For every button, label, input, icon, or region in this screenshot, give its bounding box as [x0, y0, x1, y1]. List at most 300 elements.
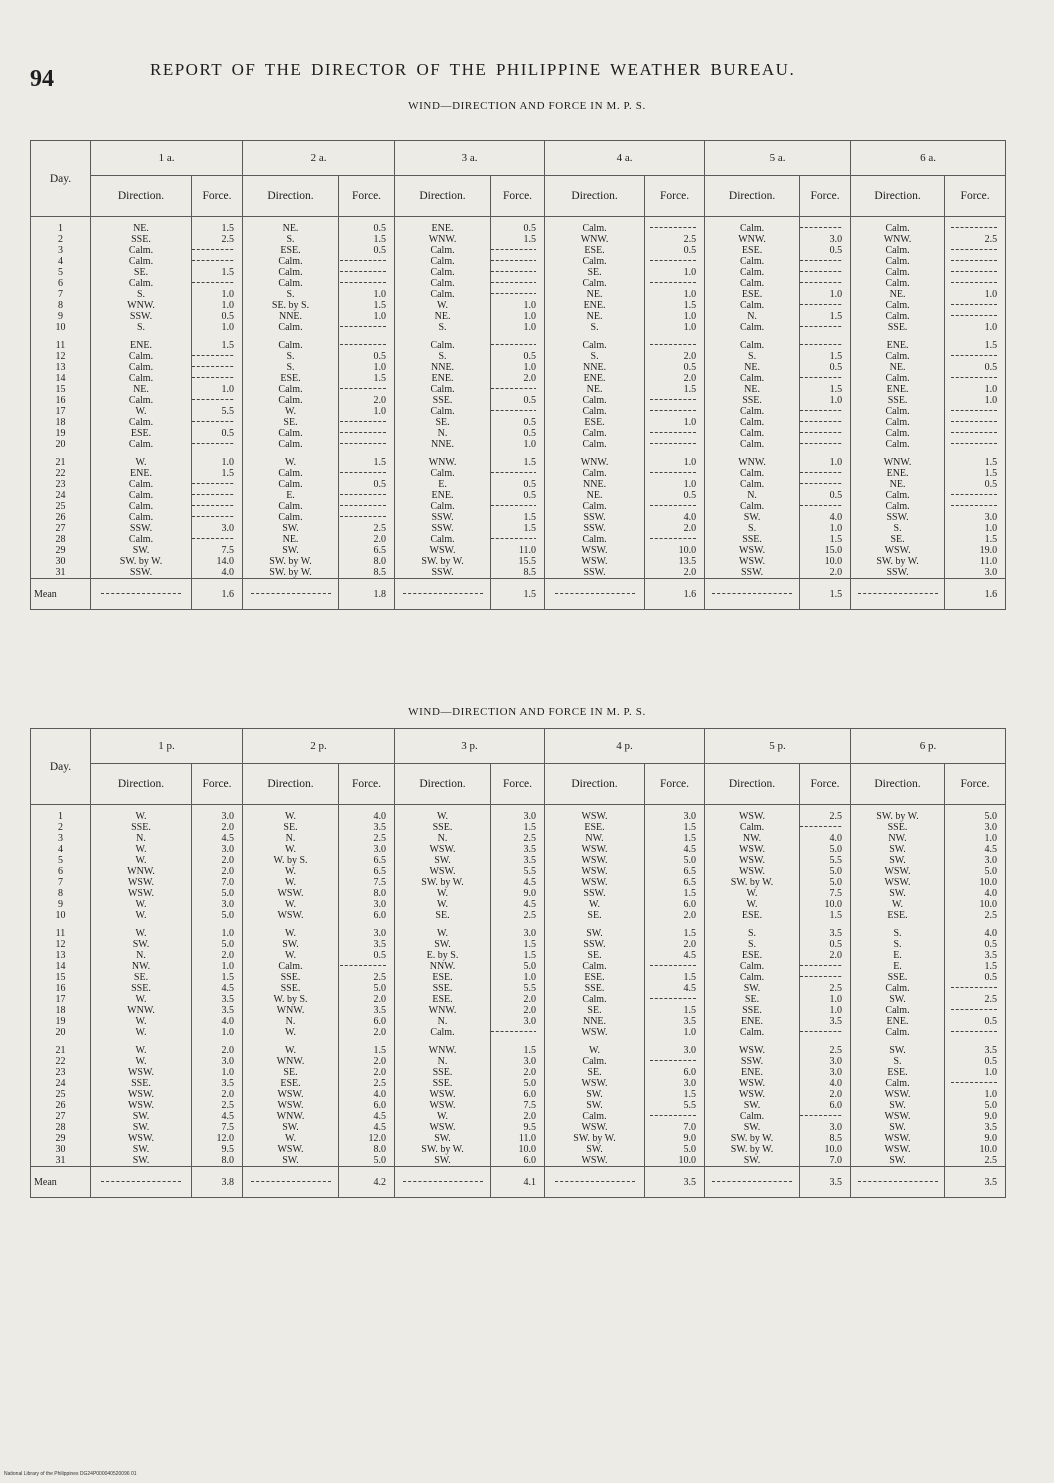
force-value [192, 245, 234, 256]
direction-value: W. [135, 844, 147, 855]
direction-value: S. [893, 939, 902, 950]
direction-value: ENE. [431, 223, 454, 234]
force-value [192, 362, 234, 373]
direction-value: Calm. [430, 289, 455, 300]
force-value: 1.0 [984, 322, 998, 333]
direction-value: Calm. [739, 278, 765, 289]
empty-dash [800, 377, 842, 378]
direction-value: S. [136, 322, 146, 333]
force-value: 0.5 [984, 939, 997, 950]
force-header: Force. [192, 176, 243, 217]
direction-value: SW. [132, 939, 150, 950]
direction-column [705, 217, 800, 579]
force-value: 5.0 [829, 844, 842, 855]
direction-value: Calm. [739, 439, 765, 450]
direction-value: Calm. [278, 322, 303, 333]
direction-value: W. [135, 811, 147, 822]
force-value: 2.0 [523, 373, 537, 384]
direction-value: SSW. [886, 567, 909, 578]
force-value: 3.0 [984, 567, 998, 578]
row-gap [851, 450, 944, 457]
direction-value: SSW. [583, 567, 606, 578]
direction-value: WSW. [429, 545, 456, 556]
force-value: 3.5 [373, 1005, 386, 1016]
force-value: 6.5 [683, 877, 696, 888]
direction-value: SSW. [431, 523, 454, 534]
force-value [945, 351, 997, 362]
force-value [800, 406, 842, 417]
direction-value: Calm. [582, 1111, 607, 1122]
empty-dash [491, 410, 536, 411]
direction-value: Calm. [128, 417, 154, 428]
empty-dash [650, 432, 696, 433]
direction-value: S. [893, 1056, 902, 1067]
direction-value: S. [438, 322, 447, 333]
direction-value: W. [284, 1133, 297, 1144]
direction-value: W. by S. [273, 994, 308, 1005]
force-value: 6.0 [683, 899, 696, 910]
force-value: 4.0 [984, 888, 997, 899]
direction-value: ESE. [280, 1078, 301, 1089]
force-value: 1.5 [373, 1045, 386, 1056]
force-value [491, 245, 536, 256]
direction-value: S. [286, 362, 295, 373]
force-value [945, 406, 997, 417]
force-value: 0.5 [829, 245, 843, 256]
force-value [192, 512, 234, 523]
direction-value: Calm. [430, 468, 455, 479]
force-value: 0.5 [373, 245, 387, 256]
day-number: 14 [55, 373, 66, 384]
force-value [339, 501, 386, 512]
direction-value: Calm. [128, 479, 154, 490]
direction-value: SW. [282, 939, 299, 950]
day-number: 10 [55, 910, 66, 921]
direction-value: ENE. [741, 1067, 763, 1078]
empty-dash [951, 410, 997, 411]
direction-value: WSW. [581, 556, 608, 567]
force-value [945, 1078, 997, 1089]
hour-header: 5 a. [705, 141, 851, 176]
direction-value: SE. [283, 1067, 298, 1078]
force-value: 3.5 [829, 1016, 842, 1027]
direction-value: SW. [889, 855, 906, 866]
mean-row [31, 1167, 1006, 1198]
force-value: 0.5 [523, 479, 537, 490]
day-number: 5 [58, 267, 63, 278]
empty-dash [403, 593, 483, 594]
force-value [645, 534, 696, 545]
row-gap [800, 333, 842, 340]
direction-value: WSW. [429, 1100, 456, 1111]
hour-header: 1 p. [91, 729, 243, 764]
hour-header: 2 p. [243, 729, 395, 764]
mean-force-value: 1.8 [339, 579, 395, 610]
force-value: 6.5 [373, 855, 386, 866]
force-value [491, 406, 536, 417]
direction-value: N. [437, 833, 448, 844]
force-value: 1.0 [683, 457, 697, 468]
force-value: 0.5 [984, 972, 997, 983]
empty-dash [340, 388, 386, 389]
direction-value: SW. by W. [730, 1133, 774, 1144]
row-gap [395, 333, 490, 340]
direction-value: S. [747, 939, 757, 950]
day-number: 25 [55, 1089, 66, 1100]
direction-value: Calm. [582, 961, 607, 972]
force-value: 0.5 [829, 490, 843, 501]
direction-value: SW. [282, 1122, 299, 1133]
direction-value: Calm. [739, 373, 765, 384]
force-value [945, 428, 997, 439]
direction-value: WSW. [429, 1122, 456, 1133]
direction-value: SW. by W. [421, 1144, 464, 1155]
direction-value: WSW. [127, 1067, 155, 1078]
force-column [645, 217, 705, 579]
force-value: 6.0 [523, 1089, 536, 1100]
force-value: 1.0 [984, 1089, 997, 1100]
row-gap [339, 333, 386, 340]
force-value: 3.0 [829, 1056, 842, 1067]
archive-credit: National Library of the Philippines DG24P000040520096 01 [4, 1471, 137, 1477]
direction-value: WNW. [428, 457, 457, 468]
empty-dash [340, 282, 386, 283]
force-value: 7.5 [829, 888, 842, 899]
row-gap [339, 921, 386, 928]
force-value: 2.5 [984, 910, 997, 921]
force-value [945, 300, 997, 311]
row-gap [705, 921, 799, 928]
empty-dash [951, 282, 997, 283]
force-value [945, 311, 997, 322]
direction-value: WSW. [581, 844, 608, 855]
direction-value: Calm. [278, 384, 303, 395]
direction-value: WSW. [738, 811, 766, 822]
direction-header: Direction. [91, 176, 192, 217]
day-number: 4 [58, 256, 63, 267]
force-value: 3.5 [221, 1078, 234, 1089]
mean-direction-blank [705, 579, 800, 610]
direction-value: WSW. [429, 844, 456, 855]
empty-dash [192, 282, 234, 283]
mean-force-value: 1.5 [491, 579, 545, 610]
empty-dash [650, 399, 696, 400]
direction-value: NNE. [431, 362, 455, 373]
direction-value: ESE. [741, 245, 763, 256]
force-value: 2.0 [221, 855, 234, 866]
empty-dash [951, 315, 997, 316]
force-column [491, 805, 545, 1167]
force-column [339, 217, 395, 579]
force-header: Force. [800, 764, 851, 805]
force-value [645, 1111, 696, 1122]
force-value: 0.5 [523, 223, 537, 234]
direction-value: ESE. [887, 1067, 908, 1078]
direction-value: W. [135, 1056, 147, 1067]
force-value: 1.0 [221, 961, 234, 972]
direction-value: S. [747, 928, 757, 939]
direction-value: Calm. [128, 245, 154, 256]
force-value: 2.0 [523, 1005, 536, 1016]
force-value: 8.0 [221, 1155, 234, 1166]
day-number: 21 [55, 457, 66, 468]
force-value: 4.0 [829, 833, 842, 844]
direction-value: WSW. [884, 1111, 911, 1122]
direction-value: SSE. [887, 822, 908, 833]
force-value [645, 468, 696, 479]
force-value [645, 428, 696, 439]
direction-value: Calm. [739, 300, 765, 311]
direction-value: Calm. [739, 256, 765, 267]
direction-header: Direction. [705, 764, 800, 805]
force-value: 1.5 [829, 910, 842, 921]
empty-dash [712, 593, 792, 594]
direction-value: ESE. [130, 428, 152, 439]
direction-header: Direction. [243, 176, 339, 217]
direction-header: Direction. [705, 176, 800, 217]
page-title: REPORT OF THE DIRECTOR OF THE PHILIPPINE WEATHER BUREAU. [150, 60, 796, 79]
row-gap [192, 921, 234, 928]
force-value: 1.5 [829, 534, 843, 545]
empty-dash [340, 472, 386, 473]
force-value: 1.5 [683, 888, 696, 899]
force-value [339, 256, 386, 267]
row-gap [645, 450, 696, 457]
force-value: 5.0 [984, 811, 997, 822]
empty-dash [251, 1181, 331, 1182]
direction-value: Calm. [278, 479, 303, 490]
direction-value: W. [135, 855, 147, 866]
empty-dash [491, 260, 536, 261]
force-value [192, 439, 234, 450]
empty-dash [403, 1181, 483, 1182]
row-gap [800, 1038, 842, 1045]
direction-value: WSW. [738, 1045, 766, 1056]
direction-value: SSW. [740, 1056, 764, 1067]
force-value: 5.0 [683, 1144, 696, 1155]
direction-value: NNE. [583, 479, 607, 490]
row-gap [31, 1038, 90, 1045]
force-value [339, 340, 386, 351]
force-value: 2.0 [373, 395, 387, 406]
force-value: 1.5 [683, 384, 697, 395]
direction-value: ENE. [886, 1016, 909, 1027]
direction-value: WSW. [884, 545, 911, 556]
direction-value: SE. [283, 822, 298, 833]
direction-value: Calm. [278, 439, 303, 450]
day-number: 7 [58, 877, 63, 888]
force-value [645, 994, 696, 1005]
mean-direction-blank [545, 579, 645, 610]
force-value [645, 278, 696, 289]
direction-value: WSW. [884, 877, 911, 888]
force-value [945, 267, 997, 278]
direction-value: SE. [587, 1005, 602, 1016]
force-value: 7.0 [829, 1155, 842, 1166]
day-number: 22 [55, 1056, 66, 1067]
force-value: 0.5 [373, 479, 387, 490]
empty-dash [800, 1115, 842, 1116]
force-value: 2.0 [221, 1089, 234, 1100]
day-number: 8 [58, 888, 63, 899]
force-value: 3.0 [373, 899, 386, 910]
direction-value: WSW. [277, 1144, 304, 1155]
force-value: 2.0 [221, 866, 234, 877]
day-number: 23 [55, 1067, 66, 1078]
day-number: 31 [55, 567, 66, 578]
direction-value: NW. [888, 833, 907, 844]
force-value: 3.5 [221, 994, 234, 1005]
empty-dash [951, 271, 997, 272]
force-value: 8.0 [373, 888, 386, 899]
day-number: 29 [55, 1133, 66, 1144]
force-value: 4.5 [683, 950, 696, 961]
direction-value: Calm. [582, 468, 607, 479]
force-value: 5.0 [221, 888, 234, 899]
direction-value: SW. [889, 1045, 906, 1056]
force-value: 7.5 [221, 1122, 234, 1133]
hour-header: 4 p. [545, 729, 705, 764]
direction-value: Calm. [430, 278, 455, 289]
force-value: 0.5 [373, 223, 387, 234]
empty-dash [192, 366, 234, 367]
force-value: 3.0 [221, 811, 234, 822]
direction-value: SE. [587, 1067, 602, 1078]
force-header: Force. [800, 176, 851, 217]
force-value: 1.0 [221, 928, 234, 939]
direction-value: N. [136, 833, 146, 844]
force-value: 15.0 [824, 545, 843, 556]
force-value: 1.5 [829, 351, 843, 362]
direction-value: S. [590, 322, 599, 333]
force-value: 5.5 [221, 406, 235, 417]
force-value: 3.5 [221, 1005, 234, 1016]
force-value [800, 822, 842, 833]
force-value: 9.0 [984, 1111, 997, 1122]
empty-dash [800, 976, 842, 977]
direction-value: ENE. [130, 340, 152, 351]
direction-value: N. [285, 1016, 296, 1027]
direction-value: SW. [743, 1100, 761, 1111]
force-value: 1.0 [221, 289, 235, 300]
wind-table-am [30, 140, 1006, 610]
direction-value: Calm. [739, 223, 765, 234]
force-value: 3.0 [984, 855, 997, 866]
force-value [192, 490, 234, 501]
mean-force-value: 1.6 [945, 579, 1006, 610]
direction-value: W. [284, 899, 297, 910]
direction-value: SE. [744, 994, 760, 1005]
direction-value: Calm. [582, 1056, 607, 1067]
force-value: 1.0 [829, 395, 843, 406]
force-value: 1.5 [683, 833, 696, 844]
day-number: 25 [55, 501, 66, 512]
direction-value: Calm. [128, 501, 154, 512]
force-value [491, 267, 536, 278]
direction-value: WNW. [883, 234, 912, 245]
force-value: 1.5 [221, 267, 235, 278]
direction-value: Calm. [582, 534, 607, 545]
force-value [192, 534, 234, 545]
force-value: 2.5 [984, 234, 998, 245]
day-number: 3 [58, 833, 63, 844]
direction-value: ESE. [584, 417, 605, 428]
direction-value: WSW. [581, 545, 608, 556]
force-value: 0.5 [984, 1056, 997, 1067]
force-value: 9.0 [984, 1133, 997, 1144]
force-value: 5.5 [523, 866, 536, 877]
hour-header: 3 a. [395, 141, 545, 176]
direction-value: Calm. [885, 439, 910, 450]
force-value: 5.5 [523, 983, 536, 994]
force-value: 8.0 [373, 1144, 386, 1155]
direction-value: WSW. [277, 910, 304, 921]
row-gap [192, 333, 234, 340]
empty-dash [192, 377, 234, 378]
force-value: 8.5 [523, 567, 537, 578]
force-column [192, 217, 243, 579]
direction-value: NNW. [429, 961, 456, 972]
empty-dash [951, 304, 997, 305]
force-value [800, 256, 842, 267]
force-value: 4.0 [683, 512, 697, 523]
force-value: 1.0 [829, 523, 843, 534]
force-value: 2.5 [373, 1078, 386, 1089]
empty-dash [800, 304, 842, 305]
mean-force-value: 1.5 [800, 579, 851, 610]
force-value: 3.5 [984, 1045, 997, 1056]
force-value: 3.5 [373, 939, 386, 950]
force-value: 6.0 [523, 1155, 536, 1166]
force-value: 2.0 [221, 1045, 234, 1056]
force-value: 1.0 [683, 479, 697, 490]
force-value: 3.0 [373, 928, 386, 939]
force-value: 2.5 [984, 1155, 997, 1166]
direction-value: SSE. [432, 983, 453, 994]
force-value: 1.5 [829, 384, 843, 395]
direction-value: Calm. [582, 994, 607, 1005]
direction-value: Calm. [885, 1078, 910, 1089]
force-value: 0.5 [829, 939, 842, 950]
direction-value: W. [588, 1045, 601, 1056]
direction-value: W. [436, 899, 449, 910]
force-value: 1.0 [829, 289, 843, 300]
force-value [192, 373, 234, 384]
force-value: 1.0 [523, 439, 537, 450]
force-value: 1.0 [829, 994, 842, 1005]
day-number: 14 [55, 961, 66, 972]
force-value: 0.5 [984, 362, 998, 373]
force-value: 1.0 [523, 362, 537, 373]
direction-value: W. [436, 1111, 449, 1122]
force-value: 6.0 [373, 1100, 386, 1111]
force-value: 1.0 [683, 1027, 696, 1038]
direction-value: ESE. [584, 245, 605, 256]
empty-dash [650, 410, 696, 411]
force-column [491, 217, 545, 579]
direction-value: Calm. [885, 490, 910, 501]
force-value: 0.5 [683, 245, 697, 256]
force-value: 1.0 [683, 417, 697, 428]
empty-dash [800, 260, 842, 261]
direction-value: WNW. [580, 234, 609, 245]
direction-value: WNW. [127, 866, 155, 877]
direction-value: SSE. [584, 983, 605, 994]
force-value: 10.0 [979, 899, 997, 910]
direction-value: E. by S. [426, 950, 459, 961]
force-value: 15.5 [518, 556, 537, 567]
direction-value: SSW. [583, 512, 606, 523]
